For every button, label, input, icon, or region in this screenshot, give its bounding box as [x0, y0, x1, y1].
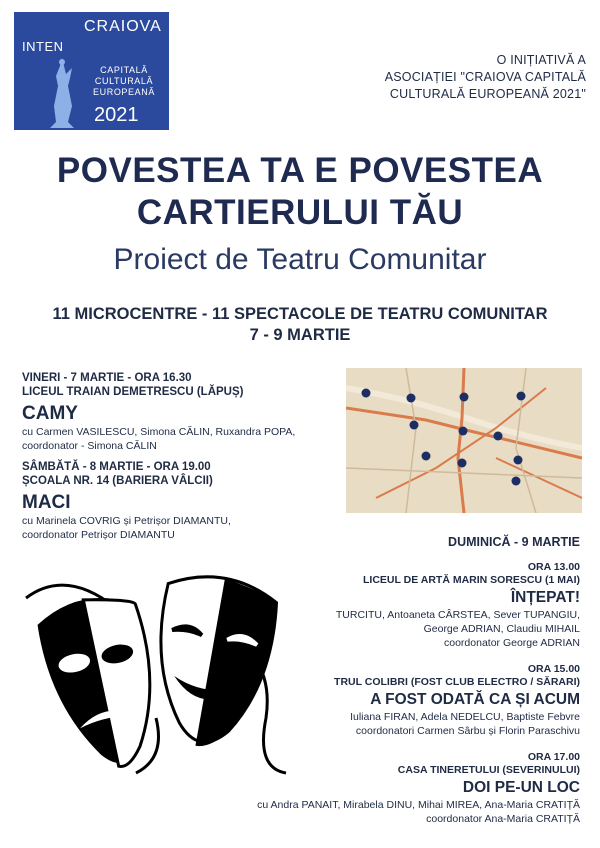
- event-when: SÂMBĂTĂ - 8 MARTIE - ORA 19.00: [22, 461, 211, 473]
- event-time: ORA 13.00: [527, 561, 580, 573]
- map-location-dot: [459, 427, 468, 436]
- event-cast: cu Andra PANAIT, Mirabela DINU, Mihai MIREA, Ana-Maria CRATIȚĂ: [257, 799, 580, 811]
- event-time: ORA 17.00: [527, 751, 580, 763]
- event-title: DOI PE-UN LOC: [462, 779, 580, 796]
- initiative-line: ASOCIAȚIEI "CRAIOVA CAPITALĂ: [384, 70, 586, 84]
- event-cast: cu Carmen VASILESCU, Simona CĂLIN, Ruxandra POPA,: [22, 426, 296, 438]
- event-cast: TURCITU, Antoaneta CÂRSTEA, Sever TUPANGIU,: [335, 609, 580, 621]
- map-location-dot: [362, 389, 371, 398]
- initiative-line: CULTURALĂ EUROPEANĂ 2021": [389, 87, 586, 101]
- logo-tagline: [88, 65, 160, 98]
- event-coordinator: coordonator Petrișor DIAMANTU: [22, 529, 175, 541]
- logo-tagline-line: CAPITALĂ: [100, 65, 148, 75]
- map-location-dot: [410, 421, 419, 430]
- event-time: ORA 15.00: [527, 663, 580, 675]
- summary-dates: 7 - 9 MARTIE: [249, 326, 351, 344]
- statue-icon: [44, 56, 80, 130]
- event-coordinator: coordonator Ana-Maria CRATIȚĂ: [426, 813, 580, 825]
- summary-line: 11 MICROCENTRE - 11 SPECTACOLE DE TEATRU COMUNITAR: [52, 305, 548, 323]
- map-location-dot: [494, 432, 503, 441]
- event-cast: cu Marinela COVRIG și Petrișor DIAMANTU,: [22, 515, 231, 527]
- event-venue: TRUL COLIBRI (FOST CLUB ELECTRO / SĂRARI): [334, 676, 580, 688]
- event-coordinator: coordonator - Simona CĂLIN: [22, 440, 157, 452]
- initiative-line: O INIȚIATIVĂ A: [496, 53, 586, 67]
- logo-inten-text: INTEN: [22, 39, 64, 54]
- event-venue: ȘCOALA NR. 14 (BARIERA VÂLCII): [22, 475, 213, 487]
- map-location-dot: [460, 393, 469, 402]
- event-title: ÎNȚEPAT!: [510, 589, 580, 606]
- event-venue: CASA TINERETULUI (SEVERINULUI): [397, 764, 580, 776]
- event-friday: [22, 371, 295, 453]
- craiova-2021-logo: [14, 12, 169, 130]
- event-venue: LICEUL DE ARTĂ MARIN SORESCU (1 MAI): [362, 574, 580, 586]
- sunday-heading: DUMINICĂ - 9 MARTIE: [448, 535, 580, 549]
- event-when: VINERI - 7 MARTIE - ORA 16.30: [22, 372, 192, 384]
- title-line: CARTIERULUI TĂU: [136, 193, 464, 232]
- map-location-dot: [422, 452, 431, 461]
- event-venue: LICEUL TRAIAN DEMETRESCU (LĂPUȘ): [22, 386, 244, 398]
- event-cast: Iuliana FIRAN, Adela NEDELCU, Baptiste Febvre: [350, 711, 580, 723]
- event-title: A FOST ODATĂ CA ȘI ACUM: [370, 691, 580, 708]
- event-title: CAMY: [22, 403, 78, 424]
- title-line: POVESTEA TA E POVESTEA: [56, 151, 544, 190]
- initiative-note: [316, 52, 586, 103]
- event-coordinator: coordonator George ADRIAN: [444, 637, 580, 649]
- logo-year: 2021: [94, 104, 139, 126]
- city-map: [346, 368, 582, 513]
- map-location-dot: [407, 394, 416, 403]
- map-location-dot: [514, 456, 523, 465]
- map-location-dot: [517, 392, 526, 401]
- map-location-dot: [458, 459, 467, 468]
- event-saturday: [22, 460, 231, 542]
- logo-tagline-line: EUROPEANĂ: [93, 87, 155, 97]
- event-coordinator: coordonatori Carmen Sârbu și Florin Paraschivu: [355, 725, 580, 737]
- event-cast: George ADRIAN, Claudiu MIHAIL: [423, 623, 580, 635]
- theatre-masks-icon: [6, 568, 306, 778]
- map-location-dot: [512, 477, 521, 486]
- page-subtitle: Proiect de Teatru Comunitar: [113, 243, 487, 276]
- event-title: MACI: [22, 492, 71, 513]
- logo-tagline-line: CULTURALĂ: [94, 76, 154, 86]
- logo-craiova-text: CRAIOVA: [84, 18, 162, 35]
- program-summary: [0, 304, 600, 346]
- page-title: [0, 150, 600, 234]
